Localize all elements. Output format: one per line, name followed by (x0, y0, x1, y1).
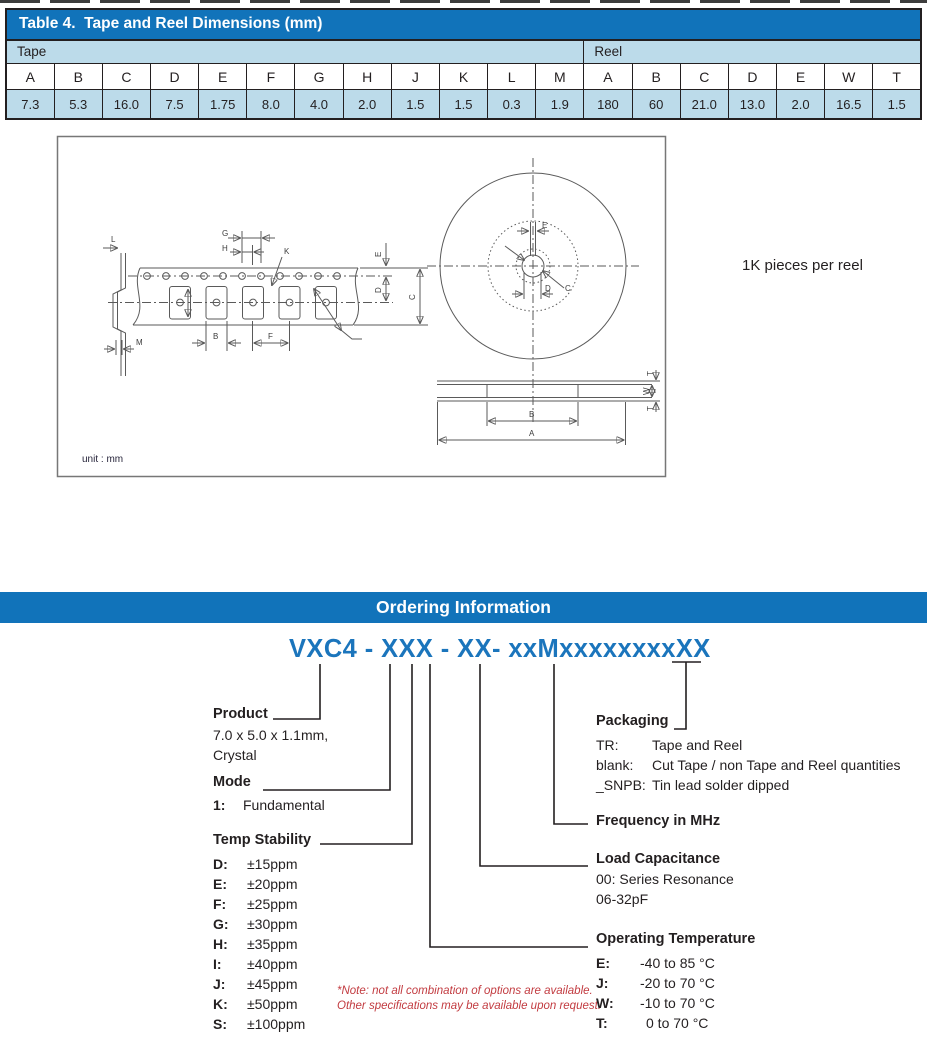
option-code: G: (213, 916, 229, 932)
option-value: -40 to 85 °C (640, 955, 715, 971)
dimension-value: 13.0 (728, 90, 776, 120)
dim-label-e: E (374, 251, 383, 257)
packaging-item (596, 755, 901, 775)
drawing-frame (58, 137, 666, 477)
part-number-format: VXC4 - XXX - XX- xxMxxxxxxxxXX (289, 635, 711, 663)
temp-stability-item (213, 954, 305, 974)
dimension-value: 16.0 (102, 90, 150, 120)
option-value: ±100ppm (247, 1016, 306, 1032)
column-header: W (825, 64, 873, 90)
column-header: L (488, 64, 536, 90)
option-value: ±30ppm (247, 916, 298, 932)
option-code: E: (596, 955, 610, 971)
tape-side-profile (103, 235, 143, 376)
dim-label-d: D (374, 287, 383, 293)
operating-temperature-item (596, 973, 715, 993)
option-code: T: (596, 1015, 608, 1031)
dimension-value: 1.5 (439, 90, 487, 120)
operating-temperature-list (596, 953, 715, 1033)
temp-stability-item (213, 894, 305, 914)
column-header: A (584, 64, 632, 90)
dimension-value: 60 (632, 90, 680, 120)
dimension-value: 180 (584, 90, 632, 120)
page-break-rule (0, 0, 927, 3)
dim-label-b: B (213, 332, 219, 341)
dim-label-c: C (408, 294, 417, 300)
option-code: W: (596, 995, 614, 1011)
option-value: 0 to 70 °C (646, 1015, 709, 1031)
option-code: S: (213, 1016, 227, 1032)
temp-stability-item (213, 1014, 305, 1034)
unit-note: unit : mm (82, 454, 124, 465)
option-value: Tape and Reel (652, 737, 743, 753)
dim-label-reel-e: E (542, 221, 548, 230)
option-value: ±35ppm (247, 936, 298, 952)
product-size: 7.0 x 5.0 x 1.1mm, (213, 727, 329, 743)
packaging-item (596, 735, 901, 755)
dimension-value: 2.0 (343, 90, 391, 120)
column-header: C (680, 64, 728, 90)
dimension-value: 16.5 (825, 90, 873, 120)
column-header: C (102, 64, 150, 90)
product-type: Crystal (213, 747, 257, 763)
operating-temperature-heading: Operating Temperature (596, 931, 756, 947)
temp-stability-item (213, 874, 305, 894)
load-capacitance-line2: 06-32pF (596, 891, 649, 907)
dim-label-k: K (284, 247, 290, 256)
dim-label-side-b: B (529, 410, 535, 419)
dim-label-t-bottom: T (646, 406, 655, 411)
temp-stability-item (213, 934, 305, 954)
table-value-row (6, 90, 921, 120)
option-value: Cut Tape / non Tape and Reel quantities (652, 757, 901, 773)
mode-heading: Mode (213, 774, 251, 790)
dim-label-h: H (222, 244, 228, 253)
dimension-value: 2.0 (777, 90, 825, 120)
column-header: K (439, 64, 487, 90)
dimension-value: 7.3 (6, 90, 54, 120)
option-value: -20 to 70 °C (640, 975, 715, 991)
dim-label-g: G (222, 229, 229, 238)
dimension-value: 0.3 (488, 90, 536, 120)
operating-temperature-item (596, 953, 715, 973)
option-value: ±45ppm (247, 976, 298, 992)
option-code: J: (213, 976, 226, 992)
option-code: blank: (596, 757, 634, 773)
dimension-value: 7.5 (150, 90, 198, 120)
option-code: _SNPB: (596, 777, 646, 793)
option-code: H: (213, 936, 228, 952)
option-code: F: (213, 896, 227, 912)
temp-stability-item (213, 854, 305, 874)
dimension-value: 21.0 (680, 90, 728, 120)
mode-item (213, 797, 325, 813)
reel-quantity-note: 1K pieces per reel (742, 257, 863, 274)
load-capacitance-heading: Load Capacitance (596, 851, 721, 867)
option-code: J: (596, 975, 609, 991)
packaging-list (596, 735, 901, 795)
option-code: E: (213, 876, 227, 892)
option-value: ±25ppm (247, 896, 298, 912)
temp-stability-list (213, 854, 305, 1034)
availability-note (337, 984, 601, 1014)
dimension-value: 4.0 (295, 90, 343, 120)
tape-reel-drawing (56, 135, 668, 479)
packaging-heading: Packaging (596, 713, 669, 729)
column-header: F (247, 64, 295, 90)
option-value: ±15ppm (247, 856, 298, 872)
column-header: J (391, 64, 439, 90)
dimension-value: 8.0 (247, 90, 295, 120)
dim-label-l: L (111, 235, 116, 244)
table-section-row (6, 40, 921, 64)
column-header: D (150, 64, 198, 90)
dim-label-f: F (268, 332, 273, 341)
column-header: H (343, 64, 391, 90)
temp-stability-heading: Temp Stability (213, 832, 312, 848)
dim-label-reel-d: D (545, 284, 551, 293)
table-title: Table 4. Tape and Reel Dimensions (mm) (6, 9, 921, 40)
option-code: K: (213, 996, 228, 1012)
option-value: -10 to 70 °C (640, 995, 715, 1011)
dimension-value: 1.5 (873, 90, 921, 120)
table-header-row (6, 64, 921, 90)
packaging-item (596, 775, 901, 795)
availability-note-line2: Other specifications may be available upon request. (337, 1000, 602, 1012)
dim-label-m: M (136, 338, 143, 347)
tape-reel-dimensions-table (5, 8, 922, 120)
temp-stability-item (213, 914, 305, 934)
dimension-value: 5.3 (54, 90, 102, 120)
dimension-value: 1.5 (391, 90, 439, 120)
frequency-heading: Frequency in MHz (596, 813, 721, 829)
mode-value: Fundamental (243, 797, 325, 813)
table-title-row (6, 9, 921, 40)
option-value: ±40ppm (247, 956, 298, 972)
column-header: T (873, 64, 921, 90)
tape-top-view (108, 229, 428, 351)
mode-code: 1: (213, 797, 226, 813)
temp-stability-item (213, 974, 305, 994)
temp-stability-item (213, 994, 305, 1014)
operating-temperature-item (596, 993, 715, 1013)
load-capacitance-line1: 00: Series Resonance (596, 871, 734, 887)
product-heading: Product (213, 706, 268, 722)
ordering-information-header: Ordering Information (0, 592, 927, 623)
column-header: D (728, 64, 776, 90)
column-header: E (777, 64, 825, 90)
reel-side-view (437, 370, 660, 445)
column-header: A (6, 64, 54, 90)
dimension-value: 1.75 (199, 90, 247, 120)
column-header: G (295, 64, 343, 90)
dim-label-reel-c: C (565, 284, 571, 293)
operating-temperature-item (596, 1013, 715, 1033)
column-header: E (199, 64, 247, 90)
reel-section-label: Reel (584, 40, 921, 64)
dim-label-t-top: T (646, 371, 655, 376)
option-code: TR: (596, 737, 619, 753)
option-code: I: (213, 956, 222, 972)
dim-label-w: W (642, 387, 651, 395)
column-header: B (54, 64, 102, 90)
column-header: M (536, 64, 584, 90)
dim-label-side-a: A (529, 429, 535, 438)
availability-note-line1: *Note: not all combination of options are available. (337, 985, 593, 997)
option-value: ±50ppm (247, 996, 298, 1012)
dimension-value: 1.9 (536, 90, 584, 120)
option-code: D: (213, 856, 228, 872)
option-value: ±20ppm (247, 876, 298, 892)
column-header: B (632, 64, 680, 90)
option-value: Tin lead solder dipped (652, 777, 790, 793)
tape-section-label: Tape (6, 40, 584, 64)
